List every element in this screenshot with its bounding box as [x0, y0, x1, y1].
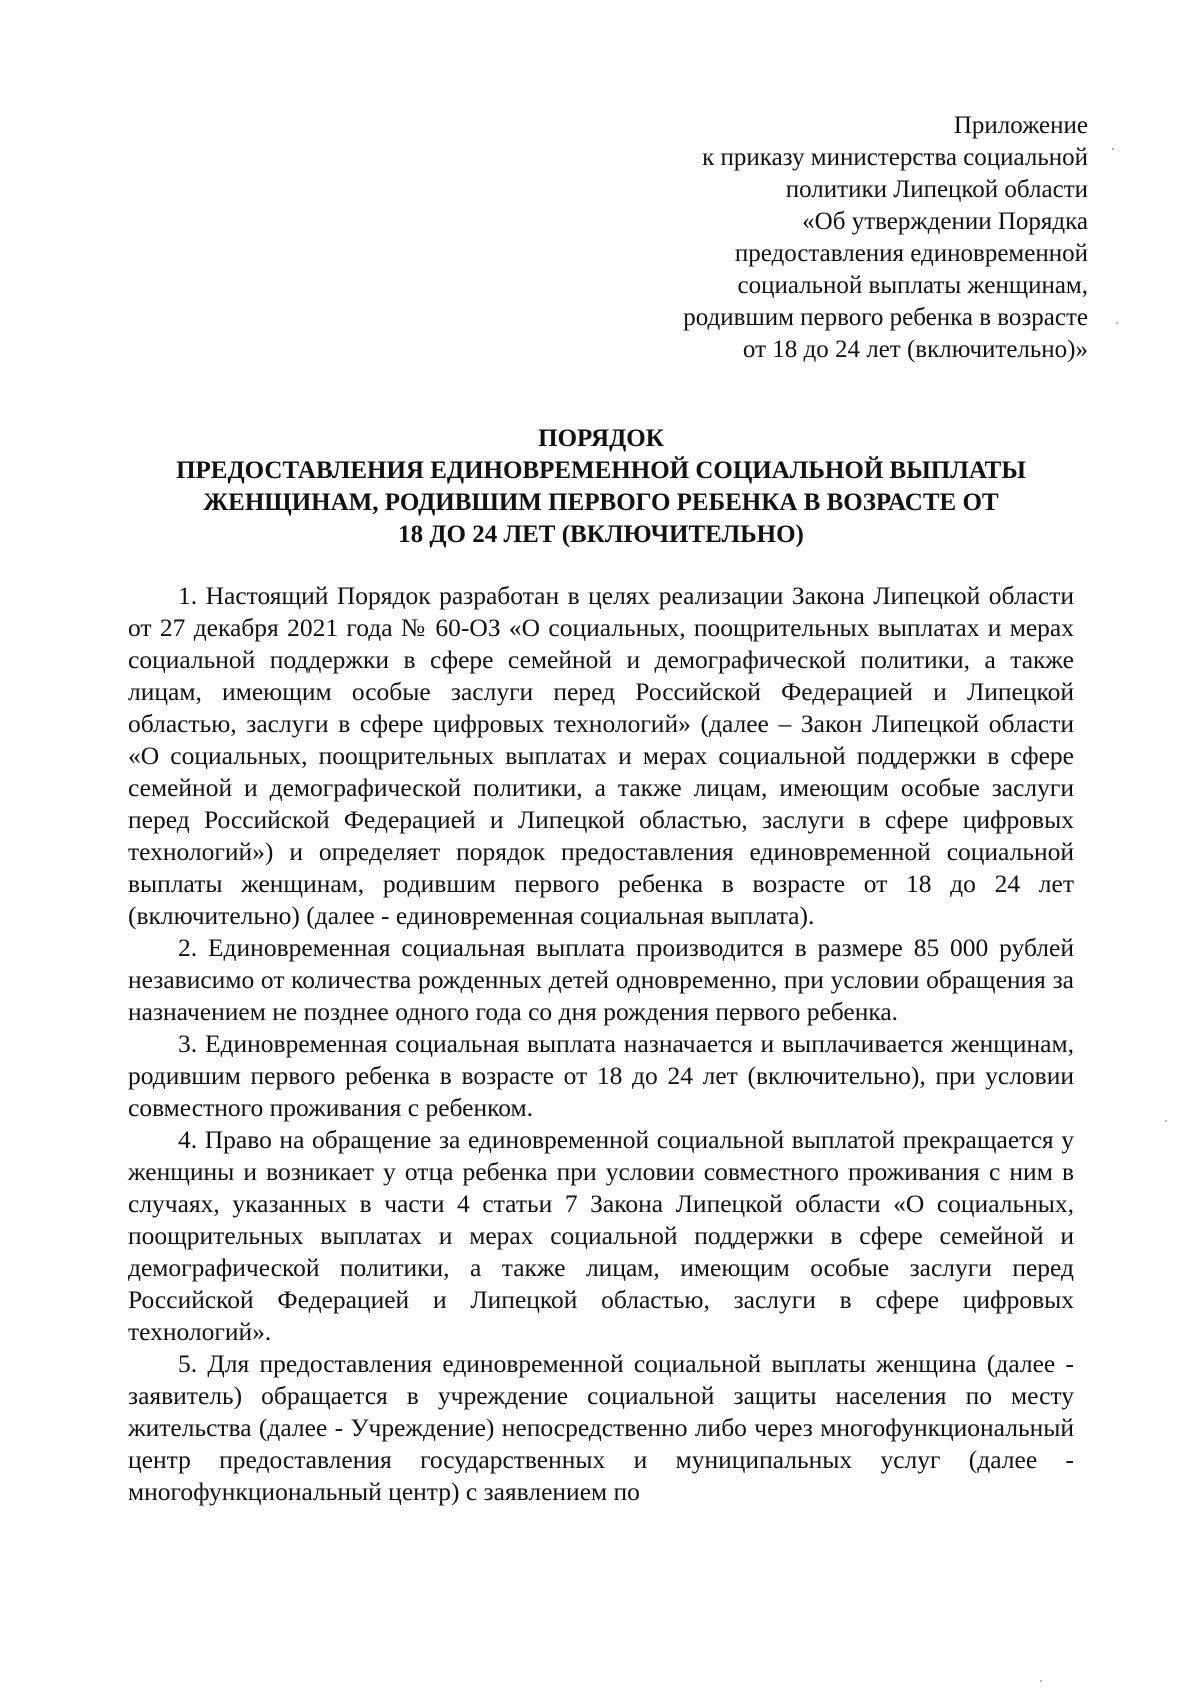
title-line: ЖЕНЩИНАМ, РОДИВШИМ ПЕРВОГО РЕБЕНКА В ВОЗРАСТЕ ОТ	[203, 489, 999, 516]
appendix-line: социальной выплаты женщинам,	[737, 272, 1088, 299]
appendix-line: предоставления единовременной	[734, 240, 1088, 267]
paragraph-1: 1. Настоящий Порядок разработан в целях реализации Закона Липецкой области от 27 декабря 2021 года № 60-ОЗ «О социальных, поощрительных выплатах и мерах социальной поддержки в сфере семейной и демографической политики, а также лицам, имеющим особые заслуги перед Российской Федерацией и Липецкой областью, заслуги в сфере цифровых технологий» (далее – Закон Липецкой области «О социальных, поощрительных выплатах и мерах социальной поддержки в сфере семейной и демографической политики, а также лицам, имеющим особые заслуги перед Российской Федерацией и Липецкой областью, заслуги в сфере цифровых технологий») и определяет порядок предоставления единовременной социальной выплаты женщинам, родившим первого ребенка в возрасте от 18 до 24 лет (включительно) (далее - единовременная социальная выплата).	[128, 581, 1074, 930]
appendix-line: от 18 до 24 лет (включительно)»	[742, 336, 1088, 363]
title-line: ПРЕДОСТАВЛЕНИЯ ЕДИНОВРЕМЕННОЙ СОЦИАЛЬНОЙ ВЫПЛАТЫ	[176, 457, 1026, 484]
appendix-line: Приложение	[953, 112, 1088, 139]
paragraph-5: 5. Для предоставления единовременной социальной выплаты женщина (далее - заявитель) обращается в учреждение социальной защиты населения по месту жительства (далее - Учреждение) непосредственно либо через многофункциональный центр предоставления государственных и муниципальных услуг (далее - многофункциональный центр) с заявлением по	[128, 1349, 1074, 1506]
scan-speck	[1112, 148, 1114, 150]
scan-speck	[1040, 1680, 1042, 1682]
paragraph-3: 3. Единовременная социальная выплата назначается и выплачивается женщинам, родившим первого ребенка в возрасте от 18 до 24 лет (включительно), при условии совместного проживания с ребенком.	[128, 1029, 1074, 1122]
appendix-line: «Об утверждении Порядка	[802, 208, 1088, 235]
scan-speck	[1165, 1120, 1167, 1122]
title-line: ПОРЯДОК	[538, 425, 664, 452]
appendix-line: к приказу министерства социальной	[702, 144, 1088, 171]
scan-speck	[1116, 322, 1118, 324]
appendix-block	[568, 110, 1088, 366]
title-line: 18 ДО 24 ЛЕТ (ВКЛЮЧИТЕЛЬНО)	[398, 521, 804, 548]
paragraph-2: 2. Единовременная социальная выплата производится в размере 85 000 рублей независимо от количества рожденных детей одновременно, при условии обращения за назначением не позднее одного года со дня рождения первого ребенка.	[128, 933, 1074, 1026]
appendix-line: родившим первого ребенка в возрасте	[683, 304, 1088, 331]
document-title	[128, 423, 1074, 551]
appendix-line: политики Липецкой области	[785, 176, 1088, 203]
paragraph-4: 4. Право на обращение за единовременной социальной выплатой прекращается у женщины и возникает у отца ребенка при условии совместного проживания с ним в случаях, указанных в части 4 статьи 7 Закона Липецкой области «О социальных, поощрительных выплатах и мерах социальной поддержки в сфере семейной и демографической политики, а также лицам, имеющим особые заслуги перед Российской Федерацией и Липецкой областью, заслуги в сфере цифровых технологий».	[128, 1125, 1074, 1346]
document-body	[128, 580, 1074, 1508]
